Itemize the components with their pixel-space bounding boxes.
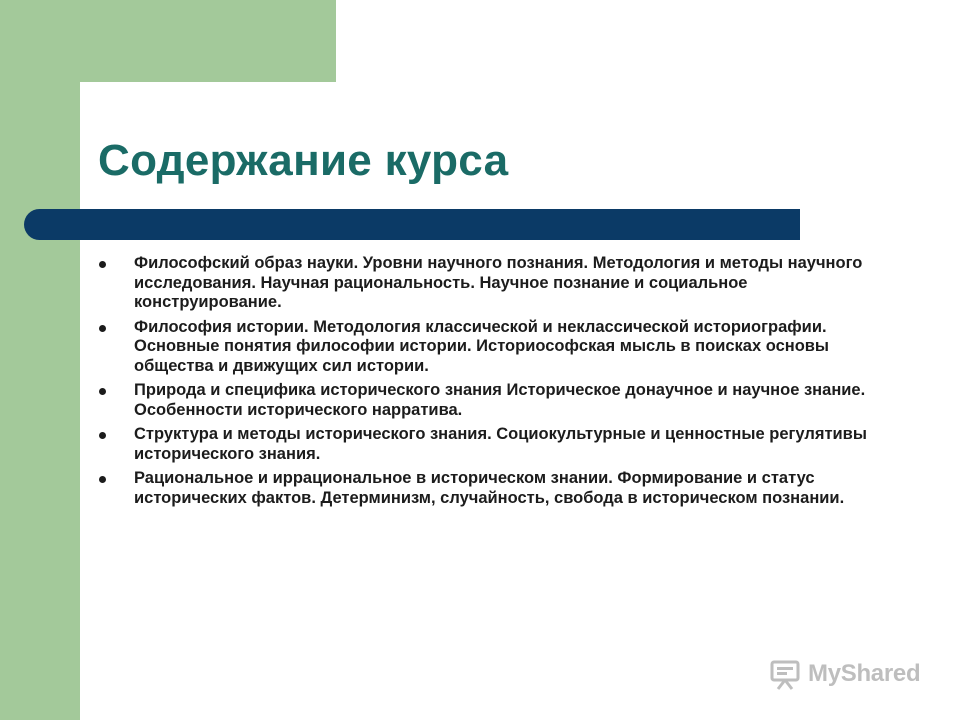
- list-item: [96, 381, 896, 420]
- list-item-text: Природа и специфика исторического знания Историческое донаучное и научное знание. Особенности исторического нарратива.: [134, 381, 866, 419]
- list-item-text: Философия истории. Методология классической и неклассической историографии. Основные понятия философии истории. Историософская мысль в поисках основы общества и движущих сил истории.: [134, 317, 830, 375]
- course-content-list: [96, 254, 896, 513]
- bullet-icon: [99, 325, 106, 332]
- list-item-text: Структура и методы исторического знания. Социокультурные и ценностные регулятивы исторического знания.: [134, 425, 867, 463]
- bullet-icon: [99, 476, 106, 483]
- bullet-icon: [99, 261, 106, 268]
- bullet-icon: [99, 388, 106, 395]
- list-item: [96, 469, 896, 508]
- list-item-text: Философский образ науки. Уровни научного познания. Методология и методы научного исследования. Научная рациональность. Научное познание и социальное конструирование.: [134, 254, 863, 311]
- title-divider-bar: [24, 209, 800, 240]
- list-item-text: Рациональное и иррациональное в историческом знании. Формирование и статус исторических фактов. Детерминизм, случайность, свобода в историческом познании.: [134, 469, 845, 507]
- bullet-icon: [99, 432, 106, 439]
- list-item: [96, 254, 896, 313]
- slide-title: Содержание курса: [98, 136, 509, 185]
- decor-green-side: [0, 0, 80, 720]
- list-item: [96, 425, 896, 464]
- list-item: [96, 318, 896, 377]
- presentation-board-icon: [768, 657, 802, 691]
- watermark-text: MyShared: [808, 660, 921, 687]
- watermark: [768, 654, 920, 694]
